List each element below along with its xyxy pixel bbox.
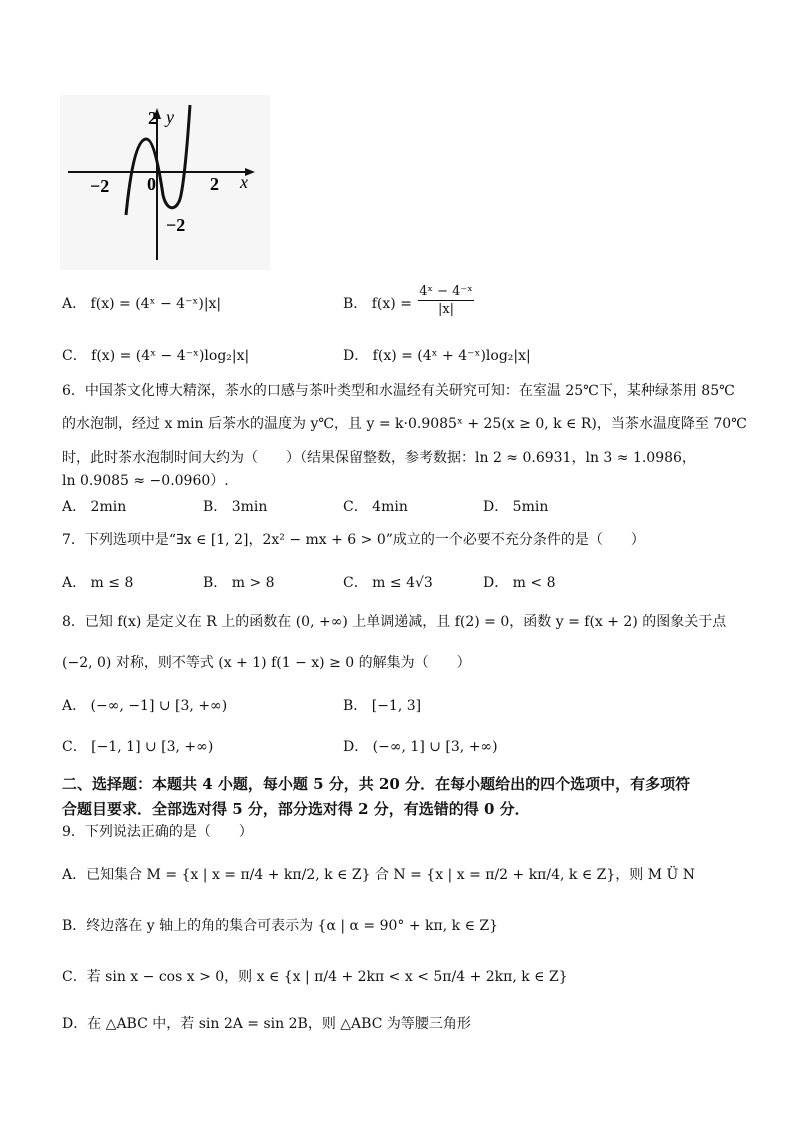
q6-line-2: 的水泡制，经过 x min 后茶水的温度为 y℃，且 y = k·0.9085ˣ + 25(x ≥ 0, k ∈ R)，当茶水温度降至 70℃ — [62, 416, 747, 432]
q5-option-a: A． f(x) = (4ˣ − 4⁻ˣ)|x| — [62, 296, 222, 312]
q7-option-d: D． m < 8 — [483, 575, 556, 591]
q9-option-d: D．在 △ABC 中，若 sin 2A = sin 2B，则 △ABC 为等腰三角形 — [62, 1016, 471, 1032]
q6-line-1: 6．中国茶文化博大精深，茶水的口感与茶叶类型和水温经有关研究可知：在室温 25℃下，某种绿茶用 85℃ — [62, 383, 735, 399]
y-tick-neg-2: −2 — [166, 215, 186, 235]
q5-option-b-denominator: |x| — [437, 302, 455, 317]
q8-line-2: (−2, 0) 对称，则不等式 (x + 1) f(1 − x) ≥ 0 的解集为（ ） — [62, 655, 471, 671]
q8-option-a: A． (−∞, −1] ∪ [3, +∞) — [62, 698, 228, 714]
q7-stem: 7．下列选项中是“∃x ∈ [1, 2]，2x² − mx + 6 > 0”成立的一个必要不充分条件的是（ ） — [62, 532, 645, 548]
q5-option-d: D． f(x) = (4ˣ + 4⁻ˣ)log₂|x| — [343, 348, 531, 364]
q6-line-3: 时，此时茶水泡制时间大约为（ ）（结果保留整数，参考数据：ln 2 ≈ 0.6931，ln 3 ≈ 1.0986， — [62, 450, 696, 466]
q6-option-b: B． 3min — [203, 499, 268, 515]
section-2-heading-line-2: 合题目要求．全部选对得 5 分，部分选对得 2 分，有选错的得 0 分． — [62, 800, 530, 818]
x-tick-2: 2 — [210, 174, 219, 194]
q6-option-c: C． 4min — [343, 499, 408, 515]
q5-option-b-fraction — [418, 283, 474, 318]
q8-option-c: C． [−1, 1] ∪ [3, +∞) — [62, 739, 214, 755]
q5-option-b-prefix: B． f(x) = — [343, 296, 412, 312]
q5-option-b-numerator: 4ˣ − 4⁻ˣ — [419, 284, 473, 299]
y-axis-label: y — [166, 107, 174, 127]
function-graph-figure — [60, 95, 270, 270]
q6-option-a: A． 2min — [62, 499, 127, 515]
q8-line-1: 8．已知 f(x) 是定义在 R 上的函数在 (0, +∞) 上单调递减，且 f(2) = 0，函数 y = f(x + 2) 的图象关于点 — [62, 614, 727, 630]
origin-label: 0 — [147, 174, 156, 194]
q8-option-d: D． (−∞, 1] ∪ [3, +∞) — [343, 739, 498, 755]
x-tick-neg-2: −2 — [90, 176, 110, 196]
q9-option-b: B．终边落在 y 轴上的角的集合可表示为 {α | α = 90° + kπ, k ∈ Z} — [62, 918, 499, 934]
q9-stem: 9．下列说法正确的是（ ） — [62, 824, 253, 840]
section-2-heading-line-1: 二、选择题：本题共 4 小题，每小题 5 分，共 20 分．在每小题给出的四个选项中，有多项符 — [62, 775, 691, 793]
y-tick-2: 2 — [148, 108, 157, 128]
x-axis-label: x — [240, 172, 248, 192]
q7-option-a: A． m ≤ 8 — [62, 575, 134, 591]
q9-option-a: A．已知集合 M = {x | x = π/4 + kπ/2, k ∈ Z} 合 N = {x | x = π/2 + kπ/4, k ∈ Z}，则 M Ü N — [62, 867, 696, 883]
q9-option-c: C．若 sin x − cos x > 0，则 x ∈ {x | π/4 + 2kπ < x < 5π/4 + 2kπ, k ∈ Z} — [62, 969, 568, 985]
q8-option-b: B． [−1, 3] — [343, 698, 422, 714]
q6-line-4: ln 0.9085 ≈ −0.0960）. — [62, 473, 229, 489]
q6-option-d: D． 5min — [483, 499, 549, 515]
q7-option-b: B． m > 8 — [203, 575, 275, 591]
q5-option-c: C． f(x) = (4ˣ − 4⁻ˣ)log₂|x| — [62, 348, 250, 364]
q7-option-c: C． m ≤ 4√3 — [343, 575, 433, 591]
